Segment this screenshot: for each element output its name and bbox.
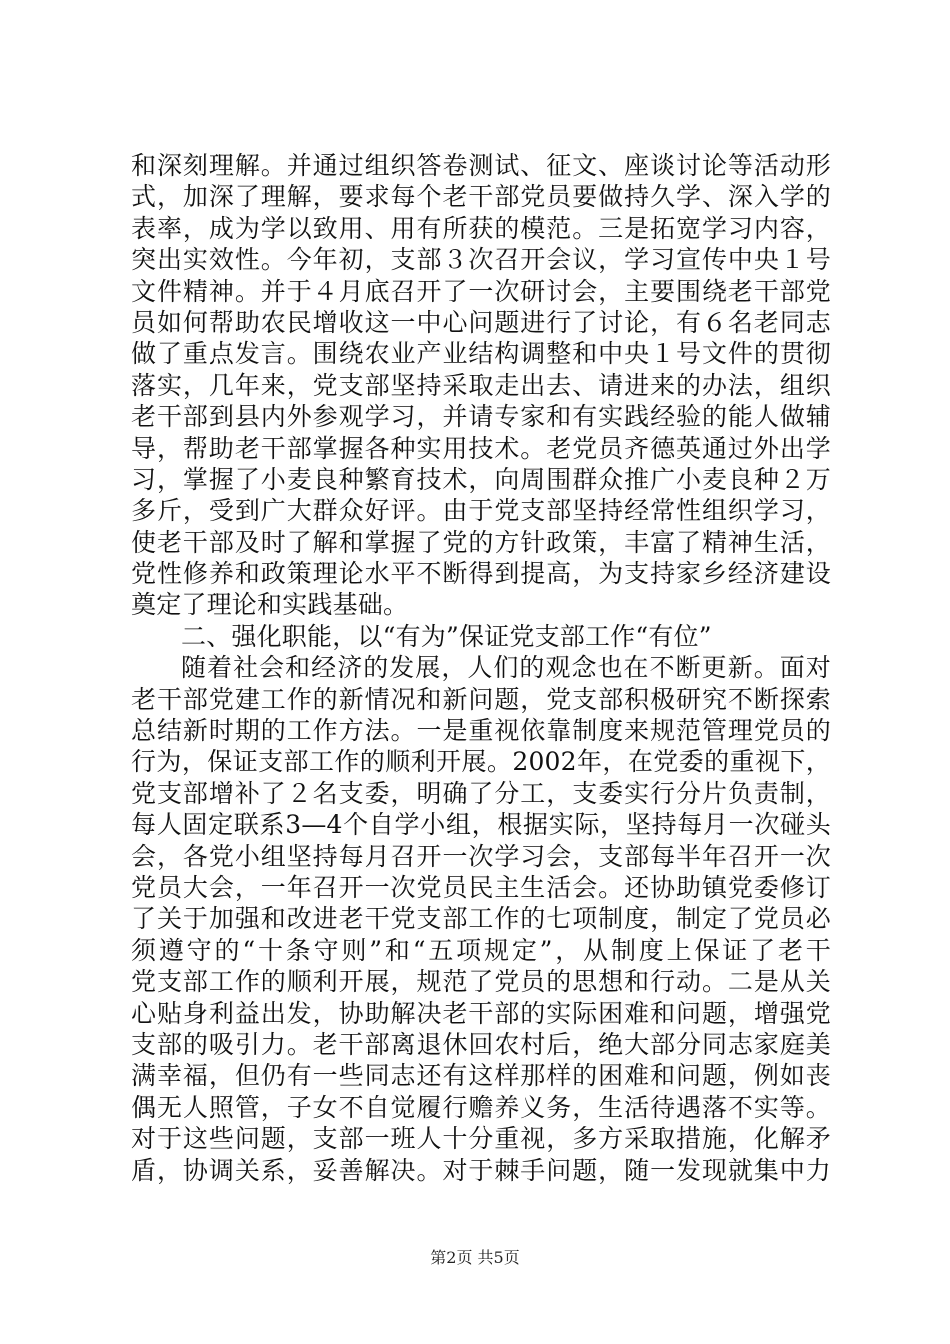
text-line: 突出实效性。今年初，支部３次召开会议，学习宣传中央１号	[131, 245, 831, 275]
text-line: 满幸福，但仍有一些同志还有这样那样的困难和问题，例如丧	[131, 1061, 831, 1091]
text-line: 党员大会，一年召开一次党员民主生活会。还协助镇党委修订	[131, 872, 831, 902]
text-line: 党支部增补了２名支委，明确了分工，支委实行分片负责制，	[131, 778, 831, 808]
text-line: 多斤，受到广大群众好评。由于党支部坚持经常性组织学习，	[131, 496, 831, 526]
text-line: 了关于加强和改进老干党支部工作的七项制度，制定了党员必	[131, 904, 831, 934]
text-line: 心贴身利益出发，协助解决老干部的实际困难和问题，增强党	[131, 998, 831, 1028]
text-line: 习，掌握了小麦良种繁育技术，向周围群众推广小麦良种２万	[131, 464, 831, 494]
body-text	[131, 150, 831, 1186]
text-line: 导，帮助老干部掌握各种实用技术。老党员齐德英通过外出学	[131, 433, 831, 463]
text-line: 和深刻理解。并通过组织答卷测试、征文、座谈讨论等活动形	[131, 151, 831, 180]
section-heading: 二、强化职能，以“有为”保证党支部工作“有位”	[181, 621, 712, 651]
text-line: 党性修养和政策理论水平不断得到提高，为支持家乡经济建设	[131, 559, 831, 589]
text-line: 会，各党小组坚持每月召开一次学习会，支部每半年召开一次	[131, 841, 831, 871]
text-line: 老干部党建工作的新情况和新问题，党支部积极研究不断探索	[131, 684, 831, 714]
text-line: 老干部到县内外参观学习，并请专家和有实践经验的能人做辅	[131, 402, 831, 432]
text-line: 使老干部及时了解和掌握了党的方针政策，丰富了精神生活，	[131, 527, 831, 557]
text-line: 须遵守的“十条守则”和“五项规定”，从制度上保证了老干	[131, 935, 831, 965]
paragraph-first-line: 随着社会和经济的发展，人们的观念也在不断更新。面对	[181, 653, 831, 683]
text-line: 文件精神。并于４月底召开了一次研讨会，主要围绕老干部党	[131, 276, 831, 306]
text-line: 支部的吸引力。老干部离退休回农村后，绝大部分同志家庭美	[131, 1029, 831, 1059]
text-line: 奠定了理论和实践基础。	[131, 590, 409, 620]
text-line: 总结新时期的工作方法。一是重视依靠制度来规范管理党员的	[131, 716, 831, 746]
text-line: 式，加深了理解，要求每个老干部党员要做持久学、深入学的	[131, 182, 831, 212]
text-line: 党支部工作的顺利开展，规范了党员的思想和行动。二是从关	[131, 967, 831, 997]
text-line: 对于这些问题，支部一班人十分重视，多方采取措施，化解矛	[131, 1124, 831, 1154]
text-line: 落实，几年来，党支部坚持采取走出去、请进来的办法，组织	[131, 370, 831, 400]
text-line: 表率，成为学以致用、用有所获的模范。三是拓宽学习内容，	[131, 213, 831, 243]
text-line: 每人固定联系3—4个自学小组，根据实际，坚持每月一次碰头	[131, 810, 831, 840]
text-line: 盾，协调关系，妥善解决。对于棘手问题，随一发现就集中力	[131, 1155, 831, 1185]
text-line: 员如何帮助农民增收这一中心问题进行了讨论，有６名老同志	[131, 307, 831, 337]
text-line: 偶无人照管，子女不自觉履行赡养义务，生活待遇落不实等。	[131, 1092, 831, 1122]
text-line: 做了重点发言。围绕农业产业结构调整和中央１号文件的贯彻	[131, 339, 831, 369]
page-footer: 第2页 共5页	[430, 1248, 520, 1267]
text-line: 行为，保证支部工作的顺利开展。2002年，在党委的重视下，	[131, 747, 831, 777]
